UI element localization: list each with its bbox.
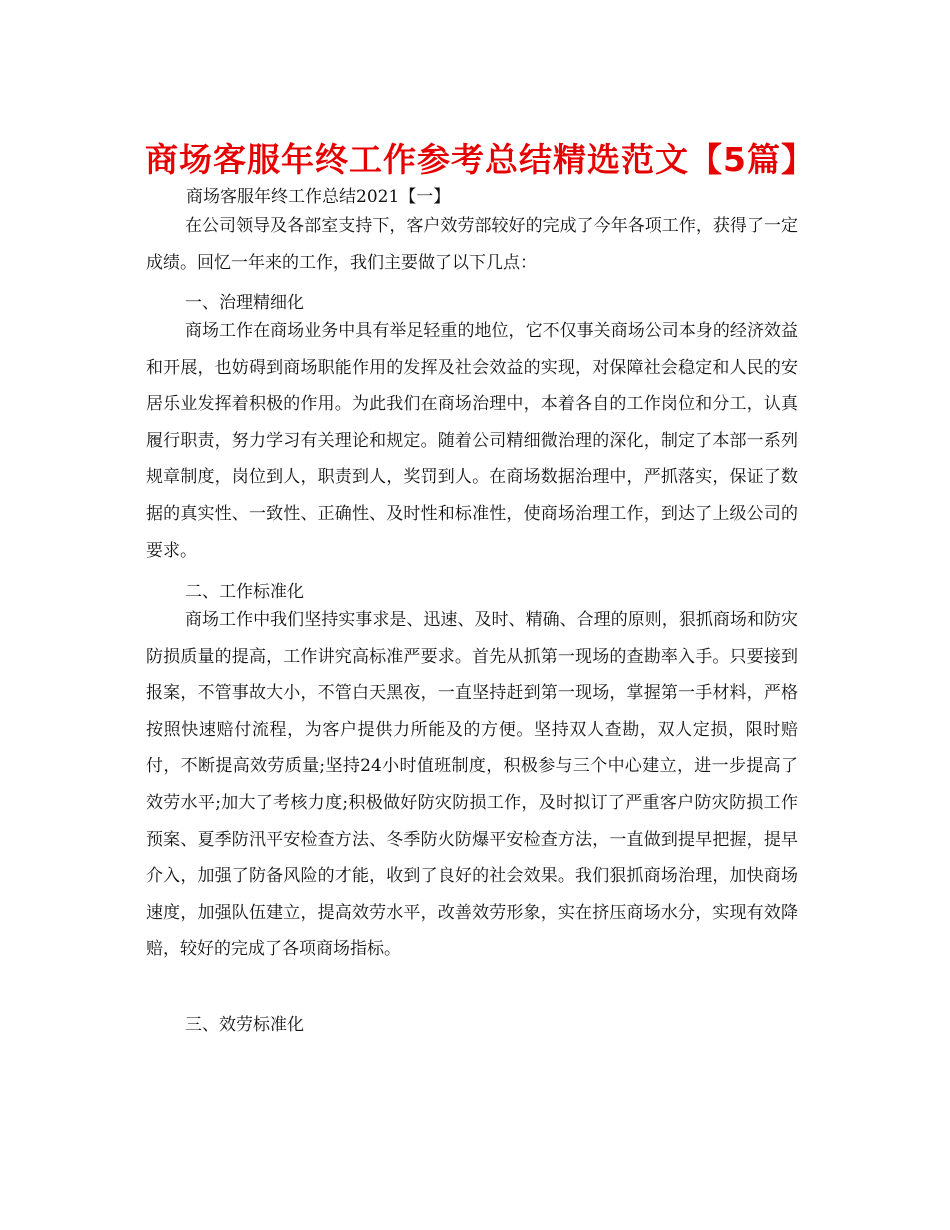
- section-body-1: 商场工作在商场业务中具有举足轻重的地位，它不仅事关商场公司本身的经济效益和开展，也妨碍到商场职能作用的发挥及社会效益的实现，对保障社会稳定和人民的安居乐业发挥着积极的作用。为此我们在商场治理中，本着各自的工作岗位和分工，认真履行职责，努力学习有关理论和规定。随着公司精细微治理的深化，制定了本部一系列规章制度，岗位到人，职责到人，奖罚到人。在商场数据治理中，严抓落实，保证了数据的真实性、一致性、正确性、及时性和标准性，使商场治理工作，到达了上级公司的要求。: [146, 321, 798, 561]
- intro-paragraph: 在公司领导及各部室支持下，客户效劳部较好的完成了今年各项工作，获得了一定成绩。回忆一年来的工作，我们主要做了以下几点：: [146, 216, 798, 273]
- document-subtitle: 商场客服年终工作总结2021【一】: [186, 187, 451, 207]
- section-body-2: 商场工作中我们坚持实事求是、迅速、及时、精确、合理的原则，狠抓商场和防灾防损质量的提高，工作讲究高标准严要求。首先从抓第一现场的查勘率入手。只要接到报案，不管事故大小，不管白天黑夜，一直坚持赶到第一现场，掌握第一手材料，严格按照快速赔付流程，为客户提供力所能及的方便。坚持双人查勘，双人定损，限时赔付，不断提高效劳质量;坚持24小时值班制度，积极参与三个中心建立，进一步提高了效劳水平;加大了考核力度;积极做好防灾防损工作，及时拟订了严重客户防灾防损工作预案、夏季防汛平安检查方法、冬季防火防爆平安检查方法，一直做到提早把握，提早介入，加强了防备风险的才能，收到了良好的社会效果。我们狠抓商场治理，加快商场速度，加强队伍建立，提高效劳水平，改善效劳形象，实在挤压商场水分，实现有效降赔，较好的完成了各项商场指标。: [146, 610, 798, 960]
- document-title: 商场客服年终工作参考总结精选范文【5篇】: [145, 140, 815, 179]
- section-heading-2: 二、工作标准化: [185, 582, 304, 602]
- section-heading-1: 一、治理精细化: [185, 293, 304, 313]
- section-heading-3: 三、效劳标准化: [185, 1015, 304, 1035]
